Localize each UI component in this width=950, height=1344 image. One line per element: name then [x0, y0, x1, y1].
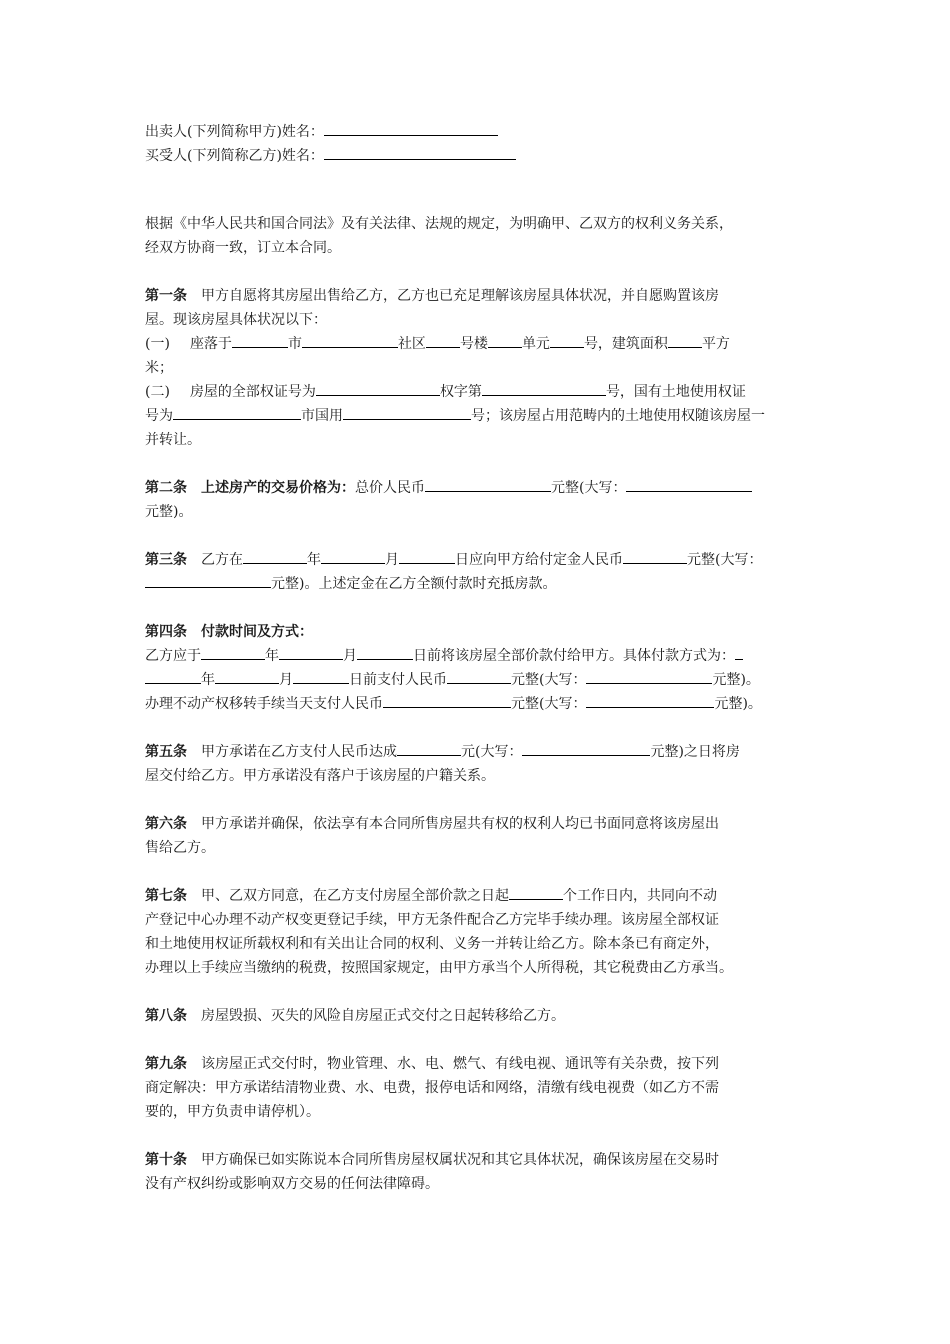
article-text: 年 — [307, 552, 321, 568]
article-3 — [145, 548, 815, 572]
article-text: 房屋毁损、灭失的风险自房屋正式交付之日起转移给乙方。 — [201, 1008, 565, 1024]
article-text: 元整)。 — [145, 504, 193, 520]
amount-blank — [383, 692, 511, 708]
month-blank — [279, 644, 343, 660]
deposit-uppercase-blank — [145, 572, 271, 588]
amount-uppercase-blank — [586, 668, 712, 684]
article-text: 日前支付人民币 — [349, 672, 447, 688]
article-title: 第十条 — [145, 1152, 187, 1168]
buyer-name-blank — [324, 144, 516, 160]
article-title: 第九条 — [145, 1056, 187, 1072]
year-blank — [243, 548, 307, 564]
article-text: 甲方自愿将其房屋出售给乙方，乙方也已充足理解该房屋具体状况，并自愿购置该房 — [201, 288, 719, 304]
article-text: 甲方承诺在乙方支付人民币达成 — [201, 744, 397, 760]
item-text: 米； — [145, 360, 173, 376]
buyer-label: 买受人(下列简称乙方)姓名： — [145, 148, 324, 164]
day-blank — [293, 668, 349, 684]
article-text: 商定解决：甲方承诺结清物业费、水、电费，报停电话和网络，清缴有线电视费（如乙方不需 — [145, 1080, 719, 1096]
article-text: 和土地使用权证所载权利和有关出让合同的权利、义务一并转让给乙方。除本条已有商定外， — [145, 936, 719, 952]
item-text: 权字第 — [439, 384, 482, 400]
article-text: 日应向甲方给付定金人民币 — [455, 552, 623, 568]
seller-line — [145, 120, 815, 144]
item-text: 号，国有土地使用权证 — [605, 384, 746, 400]
article-text: 元整)之日将房 — [650, 744, 740, 760]
article-text: 售给乙方。 — [145, 840, 215, 856]
article-text: 元整(大写： — [511, 696, 587, 712]
article-4-line-4 — [145, 692, 815, 716]
article-text: 屋。现该房屋具体状况以下： — [145, 312, 327, 328]
item-text: 号为 — [145, 408, 173, 424]
land-cert-blank — [173, 404, 301, 420]
article-text: 个工作日内，共同向不动 — [563, 888, 717, 904]
amount-blank — [397, 740, 461, 756]
room-blank — [550, 332, 584, 348]
article-title: 第二条 — [145, 480, 187, 496]
day-blank — [399, 548, 455, 564]
year-blank — [145, 668, 201, 684]
article-1-item-2 — [145, 380, 815, 404]
article-text: 要的，甲方负责申请停机）。 — [145, 1104, 320, 1120]
month-blank — [321, 548, 385, 564]
building-blank — [426, 332, 460, 348]
article-title: 第七条 — [145, 888, 187, 904]
article-text: 甲方确保已如实陈说本合同所售房屋权属状况和其它具体状况，确保该房屋在交易时 — [201, 1152, 719, 1168]
item-text: 市国用 — [301, 408, 343, 424]
article-text: 月 — [385, 552, 399, 568]
seller-name-blank — [324, 120, 498, 136]
article-text: 元(大写： — [461, 744, 523, 760]
article-text: 甲、乙双方同意，在乙方支付房屋全部价款之日起 — [201, 888, 509, 904]
article-text: 元整(大写： — [511, 672, 587, 688]
article-title: 第一条 — [145, 288, 187, 304]
article-1-item-1 — [145, 332, 815, 356]
preamble-line: 经双方协商一致，订立本合同。 — [145, 240, 341, 256]
month-blank — [215, 668, 279, 684]
price-uppercase-blank — [626, 476, 752, 492]
ownership-cert-blank — [316, 380, 440, 396]
article-text: 月 — [279, 672, 293, 688]
price-blank — [425, 476, 551, 492]
workdays-blank — [509, 884, 563, 900]
land-number-blank — [343, 404, 471, 420]
article-text: 办理不动产权移转手续当天支付人民币 — [145, 696, 383, 712]
item-number: (一) — [145, 336, 170, 352]
article-text: 办理以上手续应当缴纳的税费，按照国家规定，由甲方承当个人所得税，其它税费由乙方承当。 — [145, 960, 733, 976]
article-text: 该房屋正式交付时，物业管理、水、电、燃气、有线电视、通讯等有关杂费，按下列 — [201, 1056, 719, 1072]
article-text: 元整)。 — [714, 696, 762, 712]
article-1 — [145, 284, 815, 308]
article-text: 产登记中心办理不动产权变更登记手续，甲方无条件配合乙方完毕手续办理。该房屋全部权证 — [145, 912, 719, 928]
article-1-item-2-cont — [145, 404, 815, 428]
item-text: 号楼 — [459, 336, 488, 352]
article-text: 日前将该房屋全部价款付给甲方。具体付款方式为： — [413, 648, 735, 664]
preamble-line: 根据《中华人民共和国合同法》及有关法律、法规的规定，为明确甲、乙双方的权利义务关系， — [145, 216, 733, 232]
city-blank — [232, 332, 288, 348]
article-text: 年 — [265, 648, 279, 664]
article-text: 总价人民币 — [355, 480, 425, 496]
article-heading: 上述房产的交易价格为： — [201, 480, 355, 496]
community-blank — [302, 332, 398, 348]
article-text: 年 — [201, 672, 215, 688]
article-3-cont — [145, 572, 815, 596]
article-text: 元整)。 — [712, 672, 760, 688]
article-9 — [145, 1052, 815, 1076]
item-text: 号，建筑面积 — [583, 336, 668, 352]
item-text: 座落于 — [189, 336, 232, 352]
article-text: 甲方承诺并确保，依法享有本合同所售房屋共有权的权利人均已书面同意将该房屋出 — [201, 816, 719, 832]
article-text: 没有产权纠纷或影响双方交易的任何法律障碍。 — [145, 1176, 439, 1192]
cert-number-blank — [482, 380, 606, 396]
article-6 — [145, 812, 815, 836]
deposit-blank — [623, 548, 687, 564]
item-text: 市 — [287, 336, 302, 352]
item-text: 平方 — [701, 336, 730, 352]
item-text: 单元 — [521, 336, 550, 352]
article-8 — [145, 1004, 815, 1028]
article-text: 元整)。上述定金在乙方全额付款时充抵房款。 — [271, 576, 557, 592]
article-title: 第四条 — [145, 624, 187, 640]
amount-uppercase-blank — [522, 740, 650, 756]
article-title: 第六条 — [145, 816, 187, 832]
article-4-line-3 — [145, 668, 815, 692]
buyer-line — [145, 144, 815, 168]
article-text: 元整(大写： — [551, 480, 627, 496]
article-10 — [145, 1148, 815, 1172]
article-title: 第五条 — [145, 744, 187, 760]
article-text: 元整(大写： — [687, 552, 763, 568]
item-number: (二) — [145, 384, 170, 400]
item-text: 并转让。 — [145, 432, 201, 448]
article-2 — [145, 476, 815, 500]
item-text: 社区 — [397, 336, 426, 352]
year-blank — [201, 644, 265, 660]
article-text: 乙方在 — [201, 552, 243, 568]
item-text: 号；该房屋占用范畴内的土地使用权随该房屋一 — [471, 408, 765, 424]
article-title: 第八条 — [145, 1008, 187, 1024]
amount-uppercase-blank — [586, 692, 714, 708]
article-heading: 付款时间及方式： — [201, 624, 313, 640]
article-text: 乙方应于 — [145, 648, 201, 664]
article-text: 月 — [343, 648, 357, 664]
article-7 — [145, 884, 815, 908]
seller-label: 出卖人(下列简称甲方)姓名： — [145, 124, 324, 140]
item-text: 房屋的全部权证号为 — [189, 384, 316, 400]
article-text: 屋交付给乙方。甲方承诺没有落户于该房屋的户籍关系。 — [145, 768, 495, 784]
day-blank — [357, 644, 413, 660]
article-4 — [145, 620, 815, 644]
amount-blank — [447, 668, 511, 684]
unit-blank — [488, 332, 522, 348]
article-4-line-2 — [145, 644, 815, 668]
area-blank — [668, 332, 702, 348]
article-title: 第三条 — [145, 552, 187, 568]
contract-document — [145, 120, 815, 1196]
method-blank — [735, 644, 743, 660]
article-5 — [145, 740, 815, 764]
